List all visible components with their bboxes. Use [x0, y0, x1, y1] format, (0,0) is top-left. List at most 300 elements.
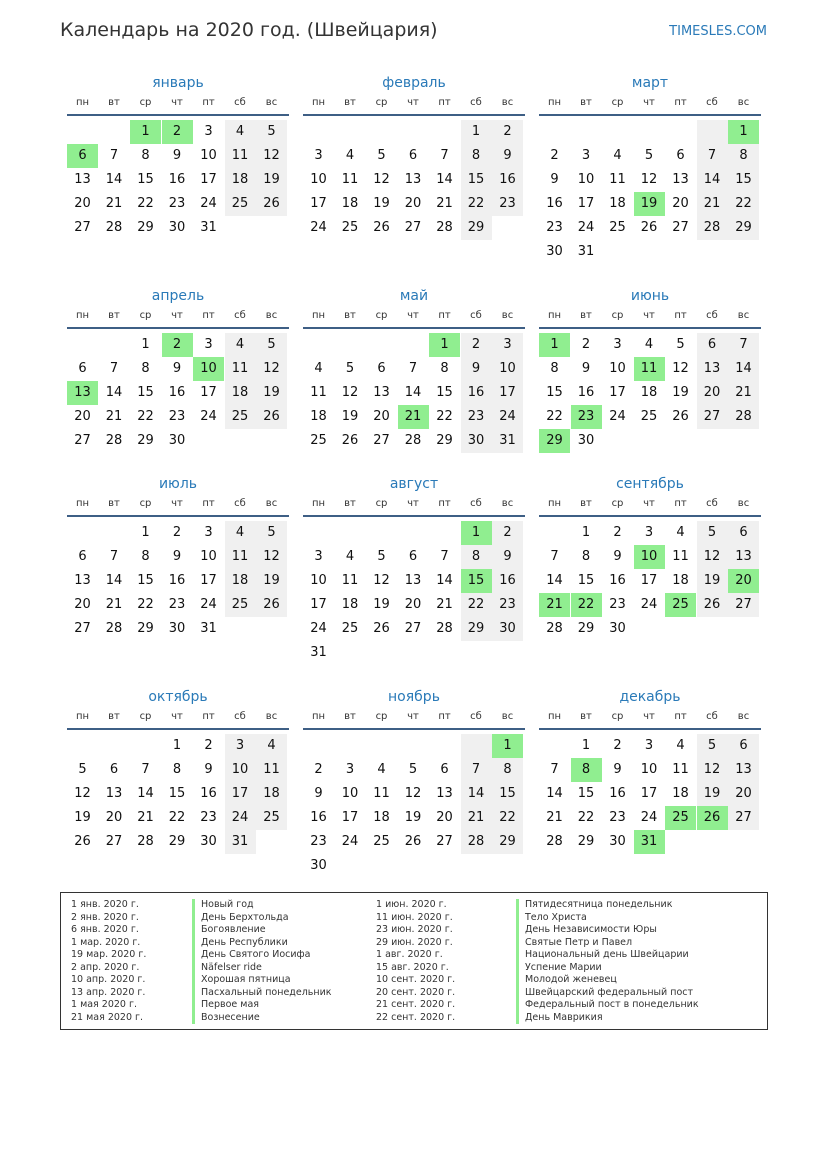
day-cell: 27 [436, 834, 453, 849]
weekday-label: чт [407, 97, 419, 108]
weekday-label: сб [234, 711, 246, 722]
day-cell: 7 [461, 758, 492, 782]
weekday-label: ср [139, 498, 152, 509]
day-cell: 10 [577, 172, 595, 187]
day-cell: 8 [492, 758, 523, 782]
day-cell: 2 [204, 738, 213, 753]
day-cell: 19 [256, 569, 287, 593]
day-cell: 15 [137, 573, 154, 588]
day-cell: 13 [404, 172, 422, 187]
day-cell: 18 [373, 810, 390, 825]
day-cell: 17 [577, 196, 595, 211]
day-cell: 7 [440, 148, 449, 163]
day-cell: 20 [404, 196, 422, 211]
day-cell: 12 [640, 172, 658, 187]
day-cell: 7 [550, 762, 559, 777]
day-cell: 23 [546, 220, 563, 235]
legend-date: 15 авг. 2020 г. [376, 961, 449, 973]
month-block [303, 475, 525, 675]
weekend-cell [697, 120, 728, 144]
day-cell: 7 [440, 549, 449, 564]
day-cell: 25 [373, 834, 390, 849]
day-cell: 20 [697, 381, 728, 405]
weekday-label: пн [311, 498, 326, 509]
month-name: ноябрь [388, 689, 440, 705]
day-cell: 22 [577, 810, 595, 825]
weekday-label: чт [171, 498, 183, 509]
day-cell: 6 [109, 762, 119, 777]
day-cell: 30 [168, 433, 186, 448]
weekday-label: пт [438, 310, 451, 321]
day-cell: 11 [373, 786, 390, 801]
day-cell: 29 [137, 621, 154, 636]
day-cell: 21 [461, 806, 492, 830]
day-cell: 28 [404, 433, 422, 448]
holiday-day-cell: 25 [665, 806, 696, 830]
day-cell: 15 [577, 573, 595, 588]
day-cell: 18 [225, 381, 256, 405]
holiday-day-cell: 19 [634, 192, 665, 216]
day-cell: 4 [644, 337, 654, 352]
day-cell: 28 [137, 834, 154, 849]
day-cell: 31 [225, 830, 256, 854]
legend-date: 23 июн. 2020 г. [376, 924, 453, 935]
weekday-label: пн [547, 310, 562, 321]
day-cell: 11 [672, 549, 689, 564]
day-cell: 12 [373, 573, 390, 588]
legend-date: 13 апр. 2020 г. [71, 986, 146, 998]
holiday-day-cell: 25 [665, 593, 696, 617]
day-cell: 12 [256, 144, 287, 168]
day-cell: 17 [200, 385, 217, 400]
day-cell: 13 [697, 357, 728, 381]
day-cell: 22 [461, 593, 492, 617]
weekday-label: сб [470, 498, 482, 509]
day-cell: 30 [310, 858, 327, 873]
weekday-header [67, 710, 289, 724]
weekday-label: пн [75, 711, 90, 722]
month-divider [67, 327, 289, 329]
day-cell: 30 [609, 834, 626, 849]
day-cell: 1 [461, 120, 492, 144]
month-block [67, 287, 289, 487]
day-cell: 5 [377, 148, 386, 163]
day-cell: 8 [172, 762, 182, 777]
weekday-label: сб [234, 310, 246, 321]
day-cell: 9 [461, 357, 492, 381]
day-cell: 6 [728, 521, 759, 545]
day-cell: 14 [461, 782, 492, 806]
day-cell: 27 [697, 405, 728, 429]
day-cell: 4 [225, 120, 256, 144]
day-cell: 14 [728, 357, 759, 381]
day-cell: 29 [577, 621, 595, 636]
day-cell: 25 [310, 433, 327, 448]
day-cell: 4 [676, 525, 685, 540]
day-cell: 21 [105, 196, 123, 211]
day-cell: 16 [168, 573, 186, 588]
day-cell: 1 [141, 337, 150, 352]
day-cell: 16 [310, 810, 327, 825]
weekday-label: пн [75, 97, 90, 108]
holiday-day-cell: 21 [539, 593, 570, 617]
day-cell: 8 [728, 144, 759, 168]
day-cell: 13 [436, 786, 453, 801]
weekday-label: пт [438, 711, 451, 722]
day-cell: 12 [404, 786, 422, 801]
day-cell: 15 [728, 168, 759, 192]
day-cell: 11 [672, 762, 689, 777]
day-cell: 8 [141, 549, 150, 564]
day-cell: 30 [168, 220, 186, 235]
holiday-day-cell: 1 [492, 734, 523, 758]
day-cell: 30 [609, 621, 626, 636]
holiday-day-cell: 1 [728, 120, 759, 144]
day-cell: 19 [256, 381, 287, 405]
weekday-label: ср [139, 310, 152, 321]
day-cell: 27 [74, 220, 91, 235]
day-cell: 28 [436, 621, 453, 636]
month-block [539, 475, 761, 675]
day-cell: 25 [640, 409, 658, 424]
day-cell: 8 [550, 361, 559, 376]
day-cell: 23 [461, 405, 492, 429]
day-cell: 16 [492, 569, 523, 593]
day-cell: 11 [225, 545, 256, 569]
day-cell: 6 [728, 734, 759, 758]
day-cell: 27 [373, 433, 390, 448]
day-cell: 7 [141, 762, 150, 777]
holiday-day-cell: 2 [162, 333, 193, 357]
weekday-header [539, 710, 761, 724]
day-cell: 3 [581, 148, 591, 163]
day-cell: 16 [200, 786, 217, 801]
month-name: март [631, 75, 669, 91]
day-cell: 22 [492, 806, 523, 830]
day-cell: 12 [341, 385, 359, 400]
legend-date: 19 мар. 2020 г. [71, 949, 147, 960]
legend-holiday-name: Новый год [192, 899, 332, 912]
day-cell: 15 [137, 385, 154, 400]
weekday-label: чт [643, 711, 655, 722]
weekday-label: чт [407, 498, 419, 509]
holiday-day-cell: 22 [571, 593, 602, 617]
day-cell: 14 [697, 168, 728, 192]
legend-holiday-name: Молодой женевец [516, 974, 699, 987]
day-cell: 9 [172, 361, 182, 376]
day-cell: 2 [550, 148, 559, 163]
day-cell: 9 [204, 762, 213, 777]
legend-holiday-name: Пасхальный понедельник [192, 987, 332, 1000]
weekday-label: вт [344, 310, 356, 321]
weekday-label: сб [706, 711, 718, 722]
day-cell: 14 [546, 786, 563, 801]
holiday-day-cell: 29 [539, 429, 570, 453]
day-cell: 16 [461, 381, 492, 405]
day-cell: 13 [728, 545, 759, 569]
day-cell: 28 [728, 405, 759, 429]
weekday-label: вт [580, 310, 592, 321]
day-cell: 6 [377, 361, 386, 376]
weekday-label: чт [643, 310, 655, 321]
month-name: октябрь [148, 689, 208, 705]
day-cell: 26 [373, 621, 390, 636]
day-cell: 24 [225, 806, 256, 830]
legend-holiday-name: Näfelser ride [192, 962, 332, 975]
day-cell: 3 [613, 337, 622, 352]
day-cell: 25 [225, 192, 256, 216]
day-cell: 23 [310, 834, 327, 849]
day-cell: 22 [137, 196, 154, 211]
day-cell: 21 [436, 196, 453, 211]
weekday-label: вс [265, 310, 278, 321]
day-cell: 15 [461, 168, 492, 192]
weekday-label: вс [265, 711, 278, 722]
legend-date: 21 мая 2020 г. [71, 1011, 144, 1023]
site-link[interactable]: TIMESLES.COM [669, 24, 767, 39]
month-block [303, 688, 525, 888]
month-divider [539, 728, 761, 730]
day-cell: 12 [74, 786, 91, 801]
day-cell: 28 [697, 216, 728, 240]
day-cell: 3 [644, 525, 654, 540]
day-cell: 11 [225, 357, 256, 381]
day-cell: 4 [314, 361, 323, 376]
day-cell: 27 [105, 834, 123, 849]
weekday-label: пт [202, 498, 215, 509]
day-cell: 18 [640, 385, 658, 400]
month-divider [539, 114, 761, 116]
day-cell: 3 [204, 525, 213, 540]
day-cell: 21 [697, 192, 728, 216]
page-title: Календарь на 2020 год. (Швейцария) [60, 19, 438, 41]
legend-date: 10 апр. 2020 г. [71, 974, 146, 985]
weekday-label: чт [171, 711, 183, 722]
day-cell: 2 [461, 333, 492, 357]
day-cell: 4 [613, 148, 622, 163]
holiday-day-cell: 26 [697, 806, 728, 830]
day-cell: 29 [436, 433, 453, 448]
day-cell: 6 [78, 549, 87, 564]
day-cell: 2 [613, 738, 622, 753]
day-cell: 18 [256, 782, 287, 806]
weekday-label: вт [344, 97, 356, 108]
day-cell: 21 [105, 409, 123, 424]
month-name: август [389, 476, 439, 492]
legend-date: 1 янв. 2020 г. [71, 899, 139, 910]
holiday-day-cell: 11 [634, 357, 665, 381]
day-cell: 14 [137, 786, 154, 801]
day-cell: 28 [105, 433, 123, 448]
holiday-day-cell: 21 [398, 405, 429, 429]
weekday-label: пт [438, 97, 451, 108]
day-cell: 2 [613, 525, 622, 540]
day-cell: 13 [728, 758, 759, 782]
month-block [539, 688, 761, 888]
month-name: январь [152, 75, 204, 91]
day-cell: 23 [492, 593, 523, 617]
day-cell: 20 [105, 810, 123, 825]
legend-holiday-name: День Берхтольда [192, 912, 332, 925]
legend-holiday-name: День Независимости Юры [516, 924, 699, 937]
day-cell: 1 [581, 738, 591, 753]
day-cell: 15 [436, 385, 453, 400]
legend-holiday-name: День Республики [192, 937, 332, 950]
weekday-label: пт [202, 711, 215, 722]
month-divider [303, 114, 525, 116]
day-cell: 21 [105, 597, 123, 612]
weekday-label: ср [611, 498, 624, 509]
day-cell: 2 [492, 521, 523, 545]
holiday-day-cell: 1 [461, 521, 492, 545]
day-cell: 17 [310, 597, 327, 612]
weekday-label: пт [674, 711, 687, 722]
day-cell: 27 [404, 621, 422, 636]
day-cell: 6 [408, 148, 418, 163]
day-cell: 19 [256, 168, 287, 192]
day-cell: 4 [345, 148, 355, 163]
weekday-label: сб [706, 310, 718, 321]
weekday-label: вс [265, 97, 278, 108]
month-divider [539, 515, 761, 517]
day-cell: 23 [609, 810, 626, 825]
weekday-label: пт [674, 310, 687, 321]
day-cell: 24 [310, 621, 327, 636]
day-cell: 30 [461, 429, 492, 453]
day-cell: 17 [609, 385, 626, 400]
weekday-label: вт [344, 711, 356, 722]
day-cell: 5 [345, 361, 355, 376]
day-cell: 17 [310, 196, 327, 211]
day-cell: 12 [672, 361, 689, 376]
month-name: июль [158, 476, 198, 492]
day-cell: 28 [436, 220, 453, 235]
day-cell: 10 [200, 148, 217, 163]
day-cell: 4 [225, 333, 256, 357]
day-cell: 17 [225, 782, 256, 806]
day-cell: 26 [256, 593, 287, 617]
day-cell: 8 [461, 144, 492, 168]
month-name: декабрь [619, 689, 681, 705]
legend-holiday-name: Святые Петр и Павел [516, 937, 699, 950]
day-cell: 19 [404, 810, 422, 825]
weekday-label: чт [407, 310, 419, 321]
day-cell: 13 [105, 786, 123, 801]
day-cell: 22 [728, 192, 759, 216]
day-cell: 10 [310, 172, 327, 187]
weekday-label: пн [311, 711, 326, 722]
day-cell: 23 [200, 810, 217, 825]
weekday-label: пн [75, 498, 90, 509]
day-cell: 25 [225, 405, 256, 429]
holiday-day-cell: 1 [429, 333, 460, 357]
holiday-day-cell: 31 [634, 830, 665, 854]
day-cell: 18 [341, 597, 359, 612]
legend-right-names [516, 899, 699, 1024]
day-cell: 3 [492, 333, 523, 357]
day-cell: 5 [256, 120, 287, 144]
weekday-label: пт [438, 498, 451, 509]
month-name: апрель [151, 288, 205, 304]
weekday-label: вс [501, 97, 514, 108]
day-cell: 18 [672, 786, 689, 801]
month-name: июнь [630, 288, 670, 304]
day-cell: 24 [577, 220, 595, 235]
month-block [67, 475, 289, 675]
day-cell: 16 [609, 786, 626, 801]
day-cell: 4 [225, 521, 256, 545]
weekday-label: пт [674, 97, 687, 108]
day-cell: 26 [697, 593, 728, 617]
day-cell: 6 [408, 549, 418, 564]
day-cell: 9 [172, 549, 182, 564]
weekday-label: вт [108, 711, 120, 722]
day-cell: 31 [200, 621, 217, 636]
weekday-label: вс [737, 97, 750, 108]
weekday-label: ср [611, 310, 624, 321]
day-cell: 14 [105, 172, 123, 187]
day-cell: 6 [440, 762, 449, 777]
day-cell: 10 [341, 786, 359, 801]
day-cell: 14 [404, 385, 422, 400]
day-cell: 20 [74, 196, 91, 211]
day-cell: 3 [644, 738, 654, 753]
weekday-label: пт [202, 97, 215, 108]
day-cell: 15 [137, 172, 154, 187]
day-cell: 10 [200, 549, 217, 564]
day-cell: 3 [314, 148, 323, 163]
weekday-label: сб [470, 711, 482, 722]
day-cell: 29 [137, 220, 154, 235]
legend-holiday-name: День Святого Иосифа [192, 949, 332, 962]
day-cell: 16 [492, 168, 523, 192]
legend-date: 2 янв. 2020 г. [71, 911, 139, 923]
day-cell: 16 [168, 385, 186, 400]
day-cell: 5 [377, 549, 386, 564]
day-cell: 2 [581, 337, 591, 352]
legend-date: 1 мая 2020 г. [71, 999, 137, 1010]
legend-date: 11 июн. 2020 г. [376, 911, 453, 923]
day-cell: 17 [200, 172, 217, 187]
holiday-day-cell: 23 [571, 405, 602, 429]
day-cell: 20 [404, 597, 422, 612]
weekday-label: вт [108, 498, 120, 509]
weekday-label: сб [470, 310, 482, 321]
day-cell: 9 [492, 144, 523, 168]
day-cell: 10 [310, 573, 327, 588]
day-cell: 2 [492, 120, 523, 144]
day-cell: 12 [373, 172, 390, 187]
legend-holiday-name: Первое мая [192, 999, 332, 1012]
legend-left-names [192, 899, 332, 1024]
weekday-label: сб [706, 97, 718, 108]
day-cell: 20 [373, 409, 390, 424]
day-cell: 19 [697, 569, 728, 593]
day-cell: 30 [546, 244, 563, 259]
day-cell: 3 [314, 549, 323, 564]
day-cell: 7 [550, 549, 559, 564]
holiday-day-cell: 1 [130, 120, 161, 144]
day-cell: 25 [256, 806, 287, 830]
day-cell: 2 [172, 525, 182, 540]
day-cell: 29 [492, 830, 523, 854]
day-cell: 31 [200, 220, 217, 235]
day-cell: 29 [728, 216, 759, 240]
legend-date: 1 июн. 2020 г. [376, 899, 447, 910]
day-cell: 10 [225, 758, 256, 782]
weekday-label: пн [547, 711, 562, 722]
day-cell: 21 [137, 810, 154, 825]
